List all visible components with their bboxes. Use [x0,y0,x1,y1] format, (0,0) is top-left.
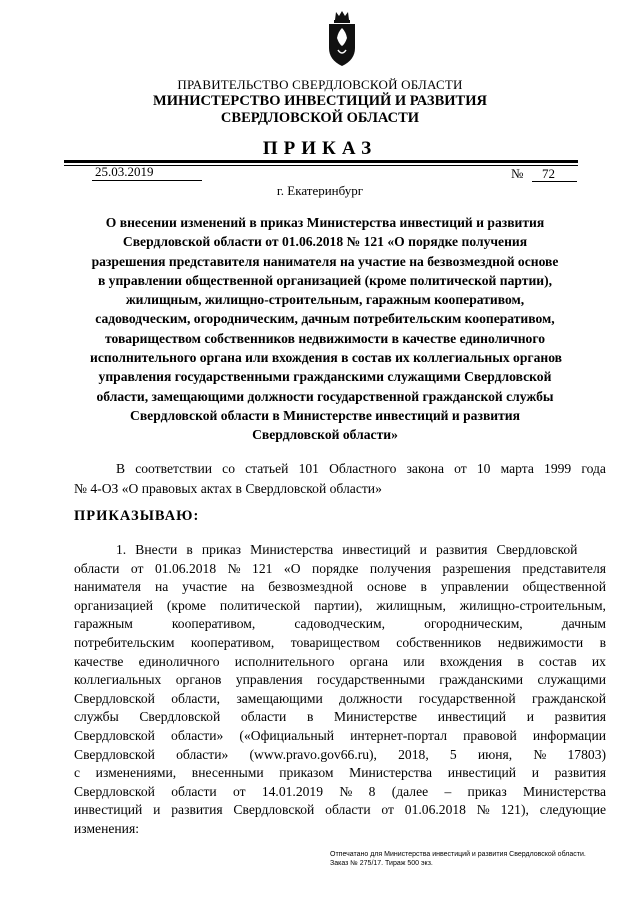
subject-line: области, замещающими должности государственной гражданской службы [96,388,554,404]
number-sign: № [511,166,524,181]
item-line: Свердловской области, замещающими должности государственной гражданской [74,690,607,706]
item-line: инвестиций и развития Свердловской области от 01.06.2018 № 121), следующие [74,802,607,818]
subject-line: в управлении общественной организацией (кроме политической партии), [97,272,553,288]
document-date: 25.03.2019 [95,164,154,179]
item-line: изменения: [74,820,139,836]
item-line: качестве единоличного исполнительного органа или вхождения в состав их [74,653,606,669]
subject-line: жилищным, жилищно-строительным, гаражным кооперативом, [125,292,525,308]
government-name: ПРАВИТЕЛЬСТВО СВЕРДЛОВСКОЙ ОБЛАСТИ [177,77,463,92]
item-line: Свердловской области» (www.pravo.gov66.ru), 2018, 5 июня, № 17803) [74,746,607,762]
preamble [74,459,606,498]
item-line: гаражным кооперативом, садоводческим, огородническим, дачным [74,616,606,632]
item-line: Свердловской области от 14.01.2019 № 8 (далее – приказ Министерства [74,783,606,799]
imprint-line: Отпечатано для Министерства инвестиций и развития Свердловской области. [330,851,586,858]
item-line: коллегиальных органов управления государственными гражданскими служащими [74,672,606,688]
ministry-name [0,93,640,127]
document-city: г. Екатеринбург [276,183,364,198]
subject-line: разрешения представителя нанимателя на участие на безвозмездной основе [91,253,559,269]
subject-line: садоводческим, огородническим, дачным потребительским кооперативом, [95,311,555,327]
subject-line: Свердловской области в Министерстве инвестиций и развития [130,407,520,423]
preamble-line: № 4-ОЗ «О правовых актах в Свердловской области» [74,480,382,496]
subject-line: Свердловской области от 01.06.2018 № 121 «О порядке получения [122,234,528,250]
header-rule [64,160,578,163]
subject-line: управления государственными гражданскими служащими Свердловской [98,369,552,385]
item-line: потребительским кооперативом, товариществом собственников недвижимости в [74,634,606,650]
item-line: нанимателя на участие на безвозмездной основе в управлении общественной [74,579,607,595]
subject-line: исполнительного органа или вхождения в состав их коллегиальных органов [90,350,563,366]
item-line: с изменениями, внесенными приказом Министерства инвестиций и развития [74,765,606,781]
document-number: 72 [542,166,555,181]
preamble-line: В соответствии со статьей 101 Областного закона от 10 марта 1999 года [116,461,606,476]
subject-line: О внесении изменений в приказ Министерства инвестиций и развития [105,215,545,230]
date-underline [92,180,202,181]
imprint-line: Заказ № 275/17. Тираж 500 экз. [330,860,433,867]
orders-heading: ПРИКАЗЫВАЮ: [74,508,200,524]
coat-of-arms-icon [326,10,358,68]
item-line: службы Свердловской области в Министерстве инвестиций и развития [74,709,606,725]
subject-line: товариществом собственников недвижимости в качестве единоличного [105,330,545,346]
document-subject [90,213,563,445]
number-underline [532,181,577,182]
print-imprint [330,850,586,868]
document-type: ПРИКАЗ [262,138,378,159]
item-line: области от 01.06.2018 № 121 «О порядке получения разрешения представителя [74,560,606,576]
ministry-line: СВЕРДЛОВСКОЙ ОБЛАСТИ [220,110,420,126]
order-item-1 [74,541,606,839]
item-line: организацией (кроме политической партии), жилищным, жилищно-строительным, [74,597,606,613]
item-line: 1. Внести в приказ Министерства инвестиций и развития Свердловской [116,542,578,557]
subject-line: Свердловской области» [252,427,398,443]
item-line: Свердловской области» («Официальный интернет-портал правовой информации [74,727,606,743]
ministry-line: МИНИСТЕРСТВО ИНВЕСТИЦИЙ И РАЗВИТИЯ [153,93,487,109]
